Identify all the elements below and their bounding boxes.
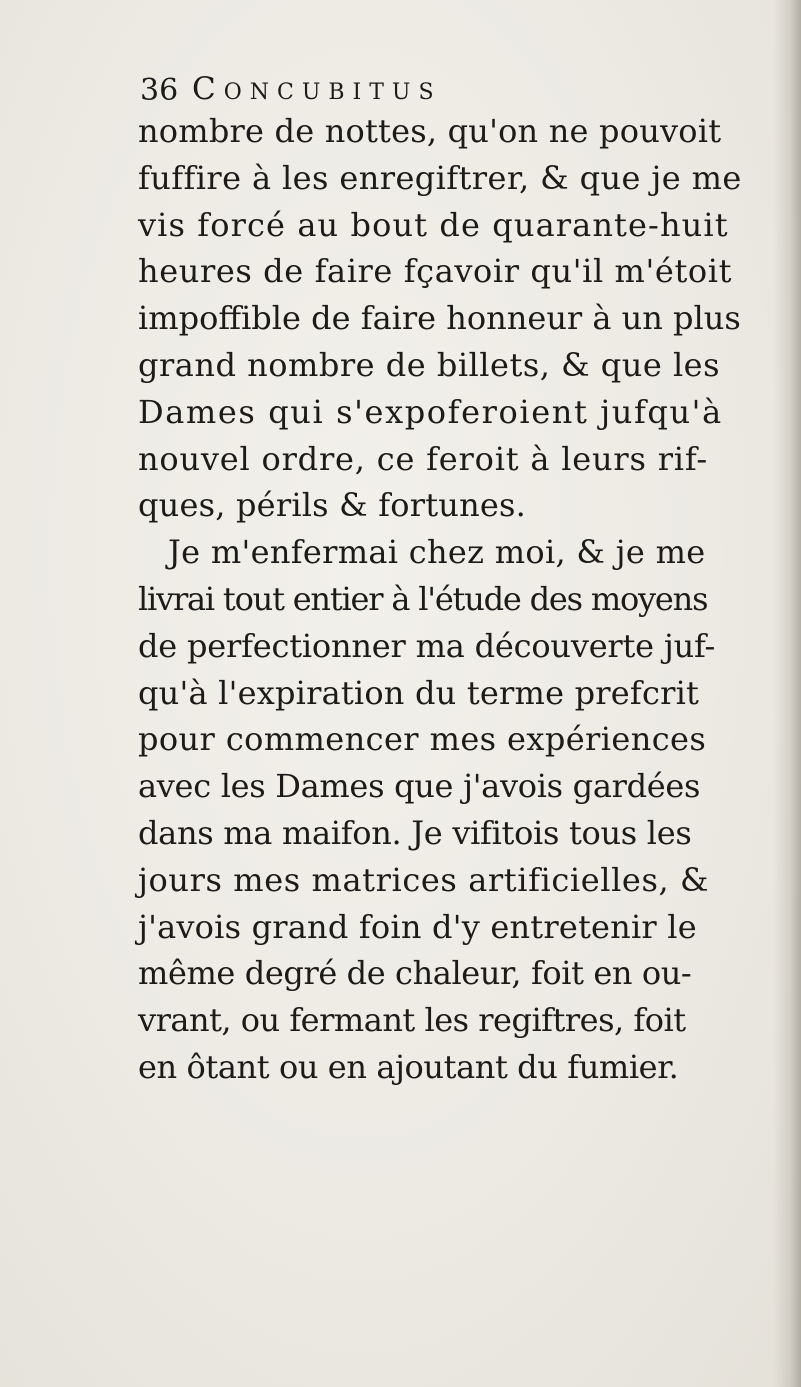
page-number: 36 [140, 73, 179, 108]
text-line: de perfectionner ma découverte juf- [138, 626, 716, 665]
text-line: Je m'enfermai chez moi, & je me [168, 533, 706, 572]
running-head [140, 68, 620, 112]
text-line: pour commencer mes expériences [138, 720, 707, 759]
text-line: ques, périls & fortunes. [138, 486, 527, 525]
text-line: nombre de nottes, qu'on ne pouvoit [138, 112, 722, 150]
text-line: qu'à l'expiration du terme prefcrit [138, 673, 700, 712]
text-line: fuffire à les enregiftrer, & que je me [138, 158, 742, 197]
text-line: jours mes matrices artificielles, & [138, 860, 710, 899]
body-text [138, 108, 778, 1091]
text-line: vis forcé au bout de quarante-huit [138, 205, 729, 244]
text-line: vrant, ou fermant les regiftres, foit [138, 1001, 686, 1040]
text-line: Dames qui s'expoferoient jufqu'à [138, 392, 723, 431]
text-line: même degré de chaleur, foit en ou- [138, 954, 692, 993]
text-line: impoffible de faire honneur à un plus [138, 299, 741, 338]
text-line: dans ma maifon. Je vifitois tous les [138, 813, 692, 852]
text-line: grand nombre de billets, & que les [138, 345, 721, 384]
running-title: Concubitus [192, 71, 442, 107]
text-line: heures de faire fçavoir qu'il m'étoit [138, 252, 733, 291]
text-line: livrai tout entier à l'étude des moyens [138, 579, 708, 618]
text-line: j'avois grand foin d'y entretenir le [138, 907, 697, 946]
text-line: en ôtant ou en ajoutant du fumier. [138, 1047, 679, 1086]
text-line: avec les Dames que j'avois gardées [138, 767, 701, 806]
text-line: nouvel ordre, ce feroit à leurs rif- [138, 439, 708, 478]
